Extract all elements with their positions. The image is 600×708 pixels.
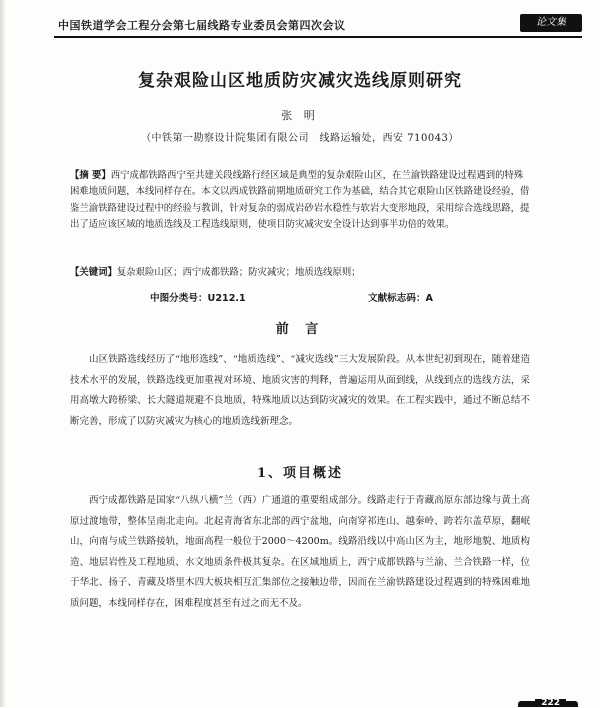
section-heading-overview: 1、项目概述 (256, 466, 344, 481)
running-header (54, 14, 582, 38)
keywords-text: 复杂艰险山区；西宁成都铁路；防灾减灾；地质选线原则； (116, 267, 361, 278)
abstract-label: 【摘 要】 (70, 170, 111, 181)
author: 张 明 (281, 109, 319, 122)
section-heading-preface: 前 言 (275, 322, 325, 337)
document-code: 文献标志码：A (368, 293, 433, 304)
header-text: 中国铁道学会工程分会第七届线路专业委员会第四次会议 (58, 19, 346, 32)
abstract-text: 西宁成都铁路西宁至共建关段线路行经区域是典型的复杂艰险山区，在兰渝铁路建设过程遇到的特殊困难地质问题，本线同样存在。本文以西成铁路前期地质研究工作为基础，结合其它艰险山区铁路建设经验，借鉴兰渝铁路建设过程中的经验与教训，针对复杂的弱成岩砂岩水稳性与软岩大变形地段，采用综合选线思路，提出了适应该区域的地质选线及工程选线原则，使项目防灾减灾安全设计达到事半功倍的效果。 (70, 170, 530, 231)
clc-number: 中图分类号：U212.1 (150, 293, 246, 304)
header-badge: 论文集 (520, 14, 582, 32)
affiliation: （中铁第一勘察设计院集团有限公司 线路运输处，西安 710043） (141, 133, 459, 144)
paper-title: 复杂艰险山区地质防灾减灾选线原则研究 (138, 71, 462, 91)
page-number: 222 (535, 699, 566, 707)
keywords-label: 【关键词】 (70, 267, 117, 278)
keywords (70, 265, 530, 281)
abstract (70, 168, 530, 234)
section-body-overview: 西宁成都铁路是国家“八纵八横”兰（西）广通道的重要组成部分。线路走行于青藏高原东部边缘与黄土高原过渡地带，整体呈南北走向。北起青海省东北部的西宁盆地，向南穿祁连山、越秦岭、跨若尔盖草原，翻岷山，向南与成兰铁路接轨，地面高程一般位于2000～4200m。线路沿线以中高山区为主，地形地貌、地质构造、地层岩性及工程地质、水文地质条件极其复杂。在区域地质上，西宁成都铁路与兰渝、兰合铁路一样，位于华北、扬子、青藏及塔里木四大板块相互汇集部位之接触边带，因而在兰渝铁路建设过程遇到的特殊困难地质问题，本线同样存在，困难程度甚至有过之而无不及。 (70, 495, 530, 609)
section-body-preface: 山区铁路选线经历了“地形选线”、“地质选线”、“减灾选线”三大发展阶段。从本世纪初到现在，随着建造技术水平的发展，铁路选线更加重视对环境、地质灾害的判释，普遍运用从面到线，从线到点的选线方法，采用高墩大跨桥梁、长大隧道规避不良地质，特殊地质以达到防灾减灾的效果。在工程实践中，通过不断总结不断完善，形成了以防灾减灾为核心的地质选线新理念。 (70, 354, 530, 427)
